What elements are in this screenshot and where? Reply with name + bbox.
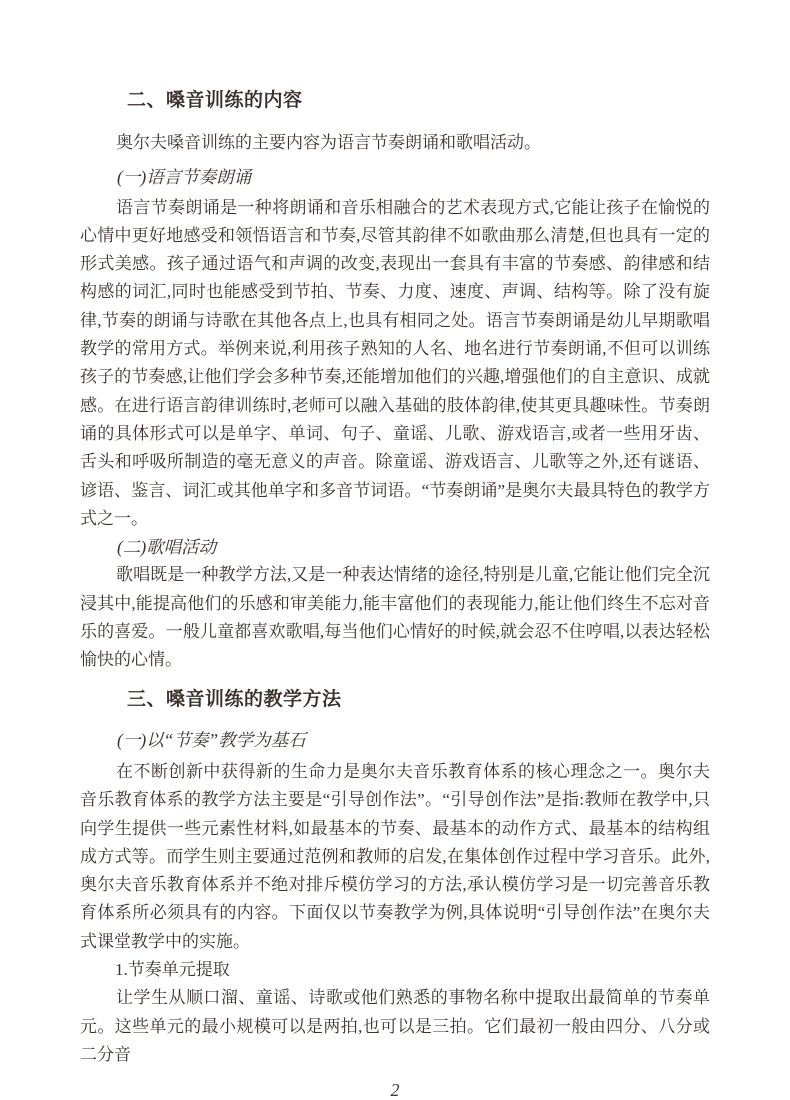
section-heading-voice-training-content: 二、嗓音训练的内容 — [127, 90, 303, 111]
paragraph-guided-creation-method: 在不断创新中获得新的生命力是奥尔夫音乐教育体系的核心理念之一。奥尔夫音乐教育体系的教学方法主要是“引导创作法”。“引导创作法”是指:教师在教学中,只向学生提供一些元素性材料,如最基本的节奏、最基本的动作方式、最基本的结构组成方式等。而学生则主要通过范例和教师的启发,在集体创作过程中学习音乐。此外,奥尔夫音乐教育体系并不绝对排斥模仿学习的方法,承认模仿学习是一切完善音乐教育体系所必须具有的内容。下面仅以节奏教学为例,具体说明“引导创作法”在奥尔夫式课堂教学中的实施。 — [80, 761, 710, 951]
page-number: 2 — [390, 1080, 400, 1100]
subheading-singing-activity: (二)歌唱活动 — [117, 537, 217, 558]
paragraph-intro: 奥尔夫嗓音训练的主要内容为语言节奏朗诵和歌唱活动。 — [116, 133, 541, 152]
section-heading-teaching-methods: 三、嗓音训练的教学方法 — [127, 688, 342, 710]
paragraph-language-rhythm-recitation: 语言节奏朗诵是一种将朗诵和音乐相融合的艺术表现方式,它能让孩子在愉悦的心情中更好地感受和领悟语言和节奏,尽管其韵律不如歌曲那么清楚,但也具有一定的形式美感。孩子通过语气和声调的改变,表现出一套具有丰富的节奏感、韵律感和结构感的词汇,同时也能感受到节拍、节奏、力度、速度、声调、结构等。除了没有旋律,节奏的朗诵与诗歌在其他各点上,也具有相同之处。语言节奏朗诵是幼儿早期歌唱教学的常用方式。举例来说,利用孩子熟知的人名、地名进行节奏朗诵,不但可以训练孩子的节奏感,让他们学会多种节奏,还能增加他们的兴趣,增强他们的自主意识、成就感。在进行语言韵律训练时,老师可以融入基础的肢体韵律,使其更具趣味性。节奏朗诵的具体形式可以是单字、单词、句子、童谣、儿歌、游戏语言,或者一些用牙齿、舌头和呼吸所制造的毫无意义的声音。除童谣、游戏语言、儿歌等之外,还有谜语、谚语、鉴言、词汇或其他单字和多音节词语。“节奏朗诵”是奥尔夫最具特色的教学方式之一。 — [80, 197, 710, 528]
subheading-language-rhythm-recitation: (一)语言节奏朗诵 — [117, 167, 252, 188]
subheading-rhythm-as-foundation: (一)以“节奏”教学为基石 — [117, 729, 306, 750]
paragraph-singing-activity: 歌唱既是一种教学方法,又是一种表达情绪的途径,特别是儿童,它能让他们完全沉浸其中,能提高他们的乐感和审美能力,能丰富他们的表现能力,能让他们终生不忘对音乐的喜爱。一般儿童都喜欢歌唱,每当他们心情好的时候,就会忍不住哼唱,以表达轻松愉快的心情。 — [80, 565, 710, 670]
numbered-item-rhythm-unit-extraction: 1.节奏单元提取 — [115, 960, 230, 980]
paragraph-rhythm-unit-extraction: 让学生从顺口溜、童谣、诗歌或他们熟悉的事物名称中提取出最简单的节奏单元。这些单元的最小规模可以是两拍,也可以是三拍。它们最初一般由四分、八分或二分音 — [80, 988, 710, 1064]
